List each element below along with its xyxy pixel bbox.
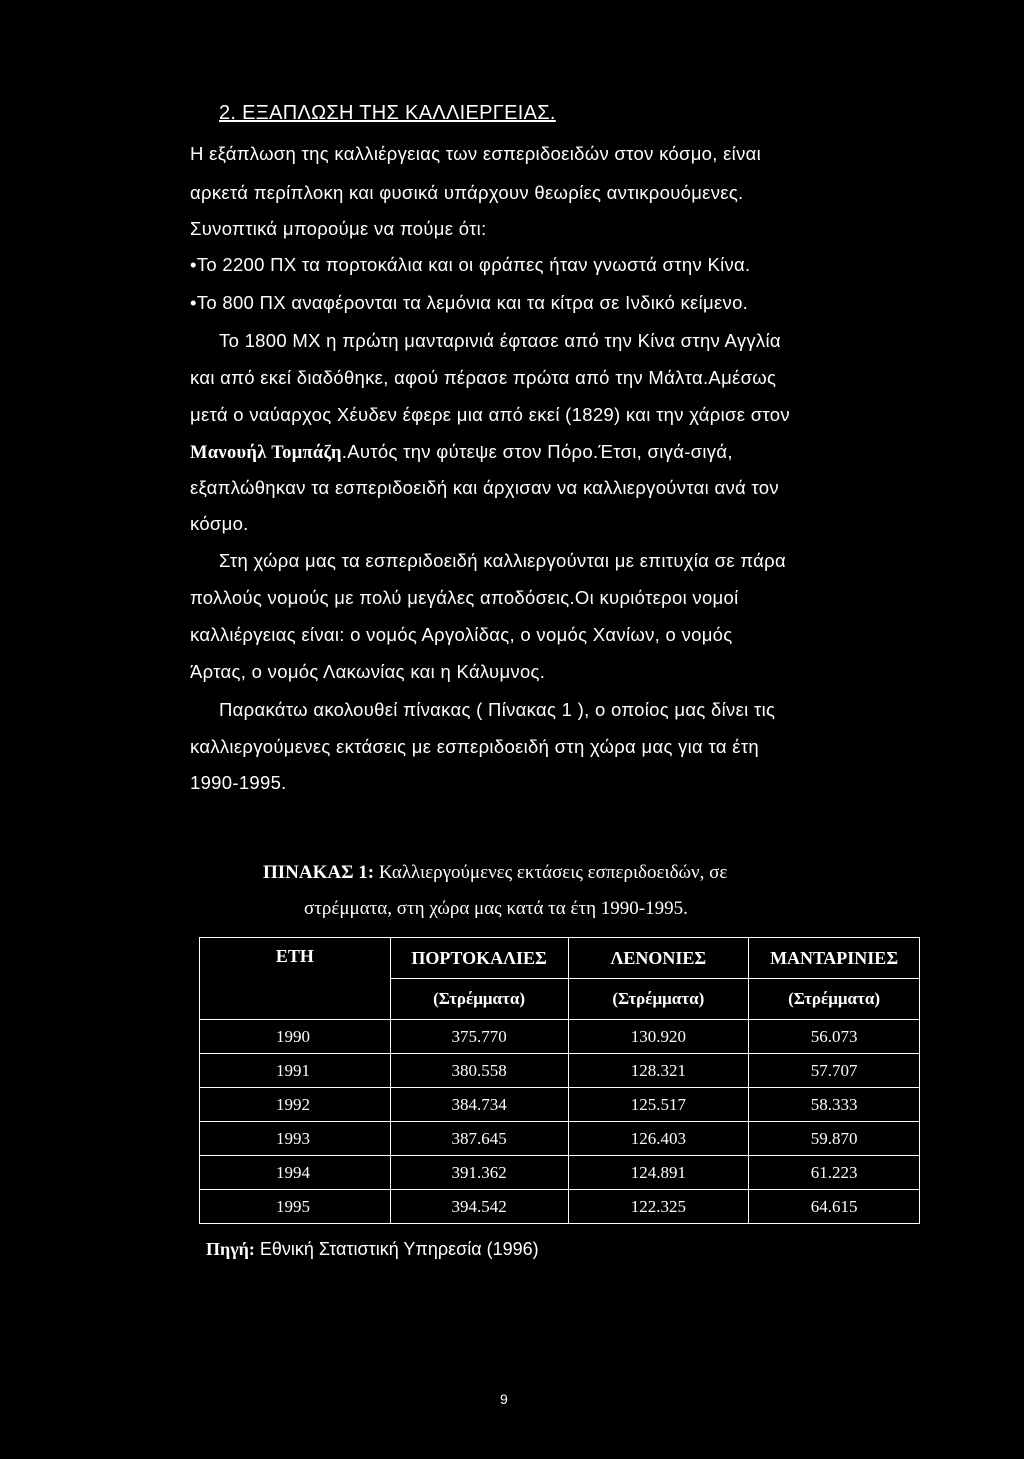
intro-line-1: Η εξάπλωση της καλλιέργειας των εσπεριδοειδών στον κόσμο, είναι bbox=[190, 143, 762, 164]
cell-lemons: 125.517 bbox=[568, 1088, 749, 1122]
cell-year: 1995 bbox=[200, 1190, 391, 1224]
units-mandarins: (Στρέμματα) bbox=[749, 979, 920, 1020]
cell-year: 1990 bbox=[200, 1020, 391, 1054]
column-header-years: ΕΤΗ bbox=[200, 938, 391, 1020]
p3-line-1: Στη χώρα μας τα εσπεριδοειδή καλλιεργούνται με επιτυχία σε πάρα bbox=[219, 550, 786, 571]
p4-line-2: καλλιεργούμενες εκτάσεις με εσπεριδοειδή στη χώρα μας για τα έτη bbox=[190, 736, 760, 757]
p3-line-4: Άρτας, ο νομός Λακωνίας και η Κάλυμνος. bbox=[190, 661, 546, 682]
cell-year: 1992 bbox=[200, 1088, 391, 1122]
cell-mandarins: 61.223 bbox=[749, 1156, 920, 1190]
p4-line-1: Παρακάτω ακολουθεί πίνακας ( Πίνακας 1 ), ο οποίος μας δίνει τις bbox=[219, 699, 776, 720]
cell-year: 1993 bbox=[200, 1122, 391, 1156]
cell-mandarins: 58.333 bbox=[749, 1088, 920, 1122]
table-source bbox=[206, 1239, 539, 1260]
intro-line-2: αρκετά περίπλοκη και φυσικά υπάρχουν θεωρίες αντικρουόμενες. bbox=[190, 182, 744, 203]
cell-year: 1991 bbox=[200, 1054, 391, 1088]
cell-oranges: 375.770 bbox=[390, 1020, 568, 1054]
page-number: 9 bbox=[500, 1391, 508, 1407]
table-row bbox=[200, 1122, 920, 1156]
units-lemons: (Στρέμματα) bbox=[568, 979, 749, 1020]
cell-oranges: 391.362 bbox=[390, 1156, 568, 1190]
cell-mandarins: 56.073 bbox=[749, 1020, 920, 1054]
cell-mandarins: 57.707 bbox=[749, 1054, 920, 1088]
table-row bbox=[200, 1088, 920, 1122]
cell-mandarins: 59.870 bbox=[749, 1122, 920, 1156]
bullet-item-1: •Το 2200 ΠΧ τα πορτοκάλια και οι φράπες ήταν γνωστά στην Κίνα. bbox=[190, 254, 751, 275]
units-oranges: (Στρέμματα) bbox=[390, 979, 568, 1020]
cell-oranges: 387.645 bbox=[390, 1122, 568, 1156]
cell-lemons: 124.891 bbox=[568, 1156, 749, 1190]
p4-line-3: 1990-1995. bbox=[190, 772, 287, 793]
cell-lemons: 126.403 bbox=[568, 1122, 749, 1156]
table-caption-label: ΠΙΝΑΚΑΣ 1: bbox=[263, 862, 375, 883]
column-header-mandarins: ΜΑΝΤΑΡΙΝΙΕΣ bbox=[749, 938, 920, 979]
column-header-lemons: ΛΕΝΟΝΙΕΣ bbox=[568, 938, 749, 979]
cell-lemons: 130.920 bbox=[568, 1020, 749, 1054]
p2-line-5: εξαπλώθηκαν τα εσπεριδοειδή και άρχισαν να καλλιεργούνται ανά τον bbox=[190, 477, 779, 498]
p2-line-3: μετά ο ναύαρχος Χέυδεν έφερε μια από εκεί (1829) και την χάρισε στον bbox=[190, 404, 790, 425]
p2-line-6: κόσμο. bbox=[190, 513, 249, 534]
p3-line-2: πολλούς νομούς με πολύ μεγάλες αποδόσεις.Οι κυριότεροι νομοί bbox=[190, 587, 739, 608]
table-row bbox=[200, 1190, 920, 1224]
p2-line-4-rest: .Αυτός την φύτεψε στον Πόρο.Έτσι, σιγά-σιγά, bbox=[341, 441, 733, 462]
cell-oranges: 384.734 bbox=[390, 1088, 568, 1122]
cell-year: 1994 bbox=[200, 1156, 391, 1190]
p2-line-1: Το 1800 ΜΧ η πρώτη μανταρινιά έφτασε από την Κίνα στην Αγγλία bbox=[219, 330, 781, 351]
section-heading: 2. ΕΞΑΠΛΩΣΗ ΤΗΣ ΚΑΛΛΙΕΡΓΕΙΑΣ. bbox=[219, 102, 556, 124]
table-row bbox=[200, 1020, 920, 1054]
bullet-item-2: •Το 800 ΠΧ αναφέρονται τα λεμόνια και τα κίτρα σε Ινδικό κείμενο. bbox=[190, 292, 749, 313]
cell-lemons: 122.325 bbox=[568, 1190, 749, 1224]
column-header-oranges: ΠΟΡΤΟΚΑΛΙΕΣ bbox=[390, 938, 568, 979]
cell-mandarins: 64.615 bbox=[749, 1190, 920, 1224]
admiral-name: Μανουήλ Τομπάζη bbox=[190, 443, 342, 463]
cultivation-table bbox=[199, 937, 920, 1224]
table-caption-line-2: στρέμματα, στη χώρα μας κατά τα έτη 1990-1995. bbox=[304, 898, 688, 919]
table-row bbox=[200, 1156, 920, 1190]
p2-line-2: και από εκεί διαδόθηκε, αφού πέρασε πρώτα από την Μάλτα.Αμέσως bbox=[190, 367, 777, 388]
table-caption bbox=[263, 862, 727, 884]
cell-oranges: 394.542 bbox=[390, 1190, 568, 1224]
table-header-row bbox=[200, 938, 920, 979]
cell-oranges: 380.558 bbox=[390, 1054, 568, 1088]
source-text: Εθνική Στατιστική Υπηρεσία (1996) bbox=[254, 1239, 539, 1259]
table-caption-text: Καλλιεργούμενες εκτάσεις εσπεριδοειδών, σε bbox=[374, 862, 728, 883]
intro-line-3: Συνοπτικά μπορούμε να πούμε ότι: bbox=[190, 218, 487, 239]
source-label: Πηγή: bbox=[206, 1239, 255, 1259]
p3-line-3: καλλιέργειας είναι: ο νομός Αργολίδας, ο νομός Χανίων, ο νομός bbox=[190, 624, 733, 645]
cell-lemons: 128.321 bbox=[568, 1054, 749, 1088]
table-row bbox=[200, 1054, 920, 1088]
p2-line-4 bbox=[190, 441, 880, 464]
